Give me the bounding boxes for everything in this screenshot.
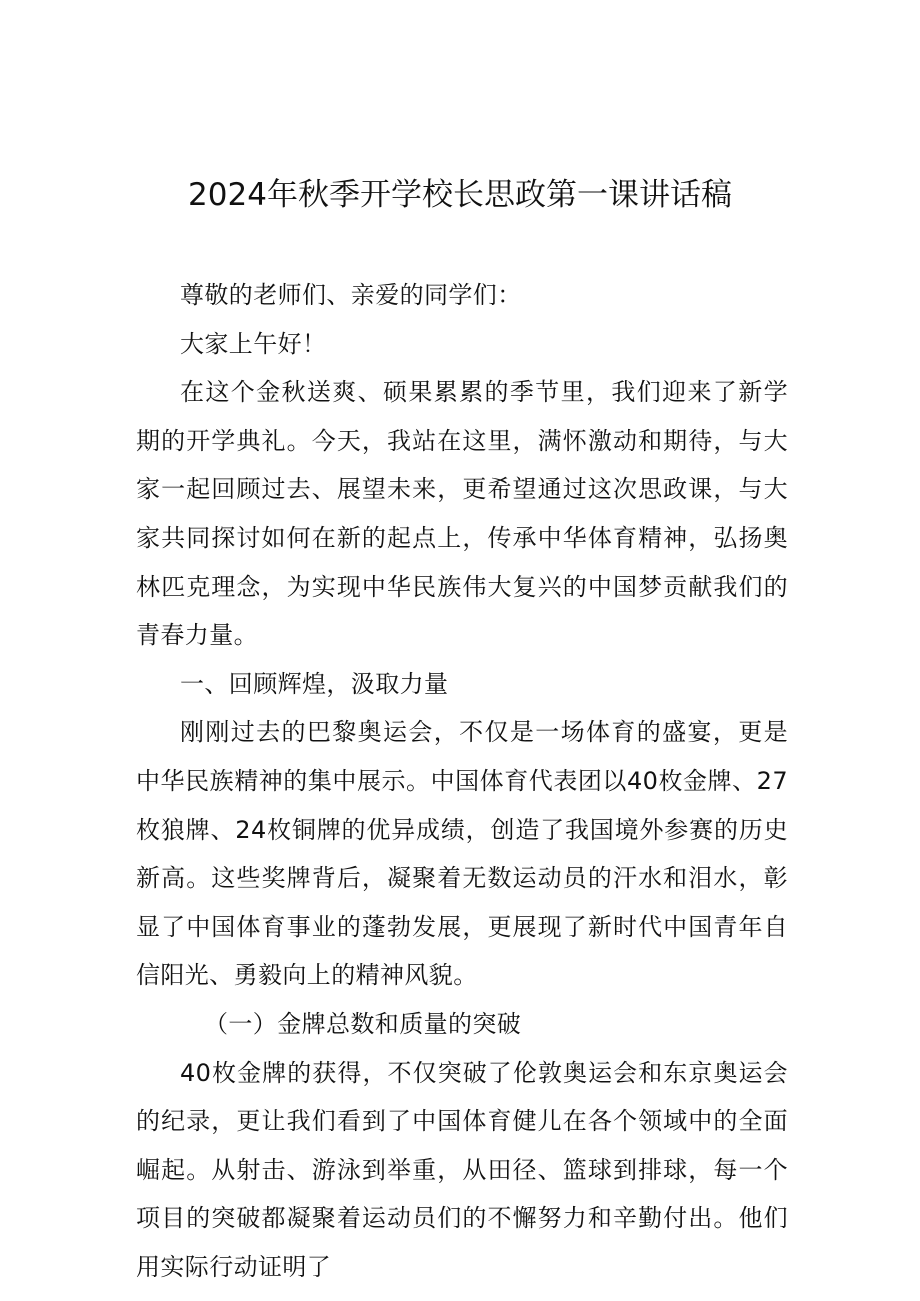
subsection-heading: （一）金牌总数和质量的突破 bbox=[204, 1009, 522, 1038]
document-body bbox=[136, 271, 788, 1291]
section-heading: 一、回顾辉煌，汲取力量 bbox=[180, 669, 449, 698]
intro-paragraph: 在这个金秋送爽、硕果累累的季节里，我们迎来了新学期的开学典礼。今天，我站在这里，满怀激动和期待，与大家一起回顾过去、展望未来，更希望通过这次思政课，与大家共同探讨如何在新的起点上，传承中华体育精神，弘扬奥林匹克理念，为实现中华民族伟大复兴的中国梦贡献我们的青春力量。 bbox=[136, 378, 788, 650]
gold-medal-paragraph: 40枚金牌的获得，不仅突破了伦敦奥运会和东京奥运会的纪录，更让我们看到了中国体育健儿在各个领域中的全面崛起。从射击、游泳到举重，从田径、篮球到排球，每一个项目的突破都凝聚着运动员们的不懈努力和辛勤付出。他们用实际行动证明了 bbox=[136, 1058, 788, 1281]
document-title: 2024年秋季开学校长思政第一课讲话稿 bbox=[188, 177, 732, 213]
greeting: 大家上午好！ bbox=[180, 329, 327, 358]
salutation: 尊敬的老师们、亲爱的同学们： bbox=[180, 281, 522, 309]
olympics-paragraph: 刚刚过去的巴黎奥运会，不仅是一场体育的盛宴，更是中华民族精神的集中展示。中国体育代表团以40枚金牌、27枚狼牌、24枚铜牌的优异成绩，创造了我国境外参赛的历史新高。这些奖牌背后，凝聚着无数运动员的汗水和泪水，彰显了中国体育事业的蓬勃发展，更展现了新时代中国青年自信阳光、勇毅向上的精神风貌。 bbox=[136, 718, 788, 990]
